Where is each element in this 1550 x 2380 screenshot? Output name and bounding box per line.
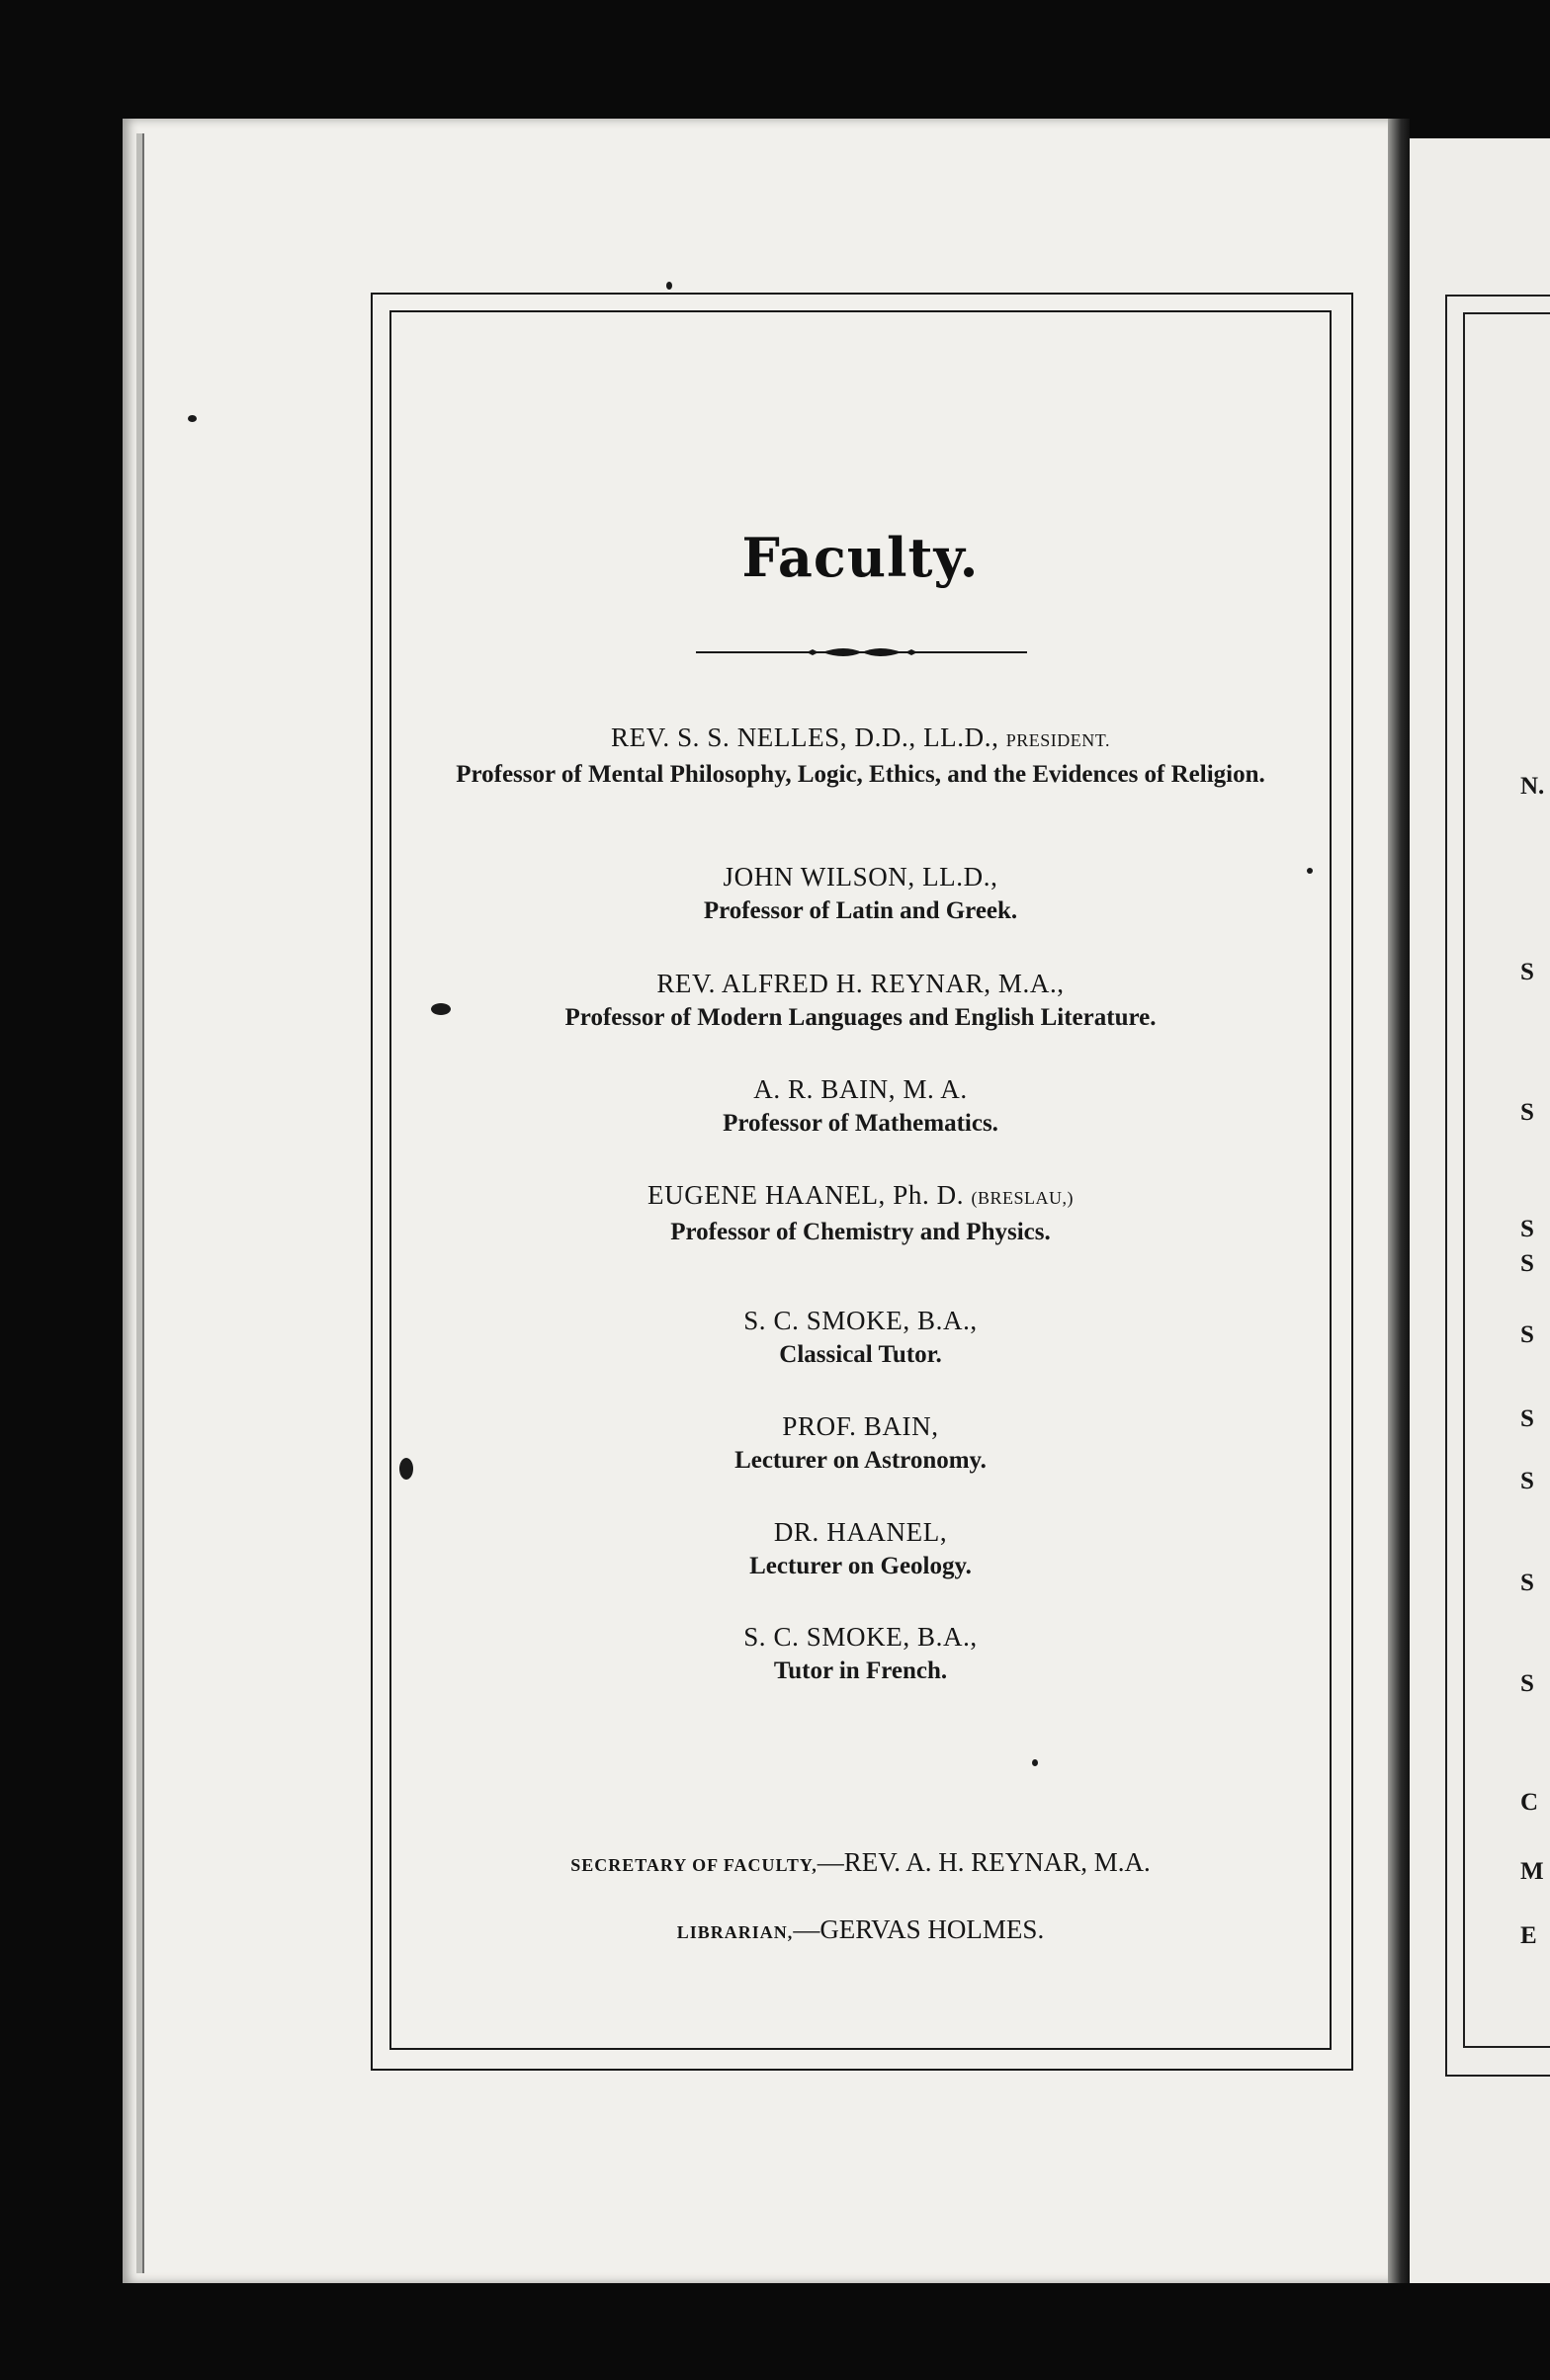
faculty-title: PRESIDENT. [1005, 730, 1110, 750]
facing-page-fragment: E [1520, 1922, 1537, 1949]
scan-speck [666, 282, 672, 290]
facing-page-fragment: S [1520, 1670, 1534, 1697]
faculty-title: (BRESLAU,) [971, 1188, 1074, 1208]
secretary-line [389, 1844, 1332, 1883]
faculty-role: Professor of Chemistry and Physics. [670, 1219, 1051, 1245]
faculty-entry [389, 720, 1332, 791]
faculty-entry [389, 1619, 1332, 1687]
librarian-name: —GERVAS HOLMES. [793, 1914, 1045, 1944]
faculty-role: Lecturer on Astronomy. [734, 1447, 987, 1474]
facing-page-fragment: S [1520, 1216, 1534, 1242]
facing-page-fragment: C [1520, 1789, 1539, 1816]
facing-page-fragment: S [1520, 1570, 1534, 1596]
secretary-label: SECRETARY OF FACULTY, [570, 1855, 818, 1875]
secretary-name: —REV. A. H. REYNAR, M.A. [817, 1847, 1151, 1877]
faculty-entry [389, 1177, 1332, 1248]
faculty-name: REV. S. S. NELLES, D.D., LL.D., [611, 722, 999, 752]
faculty-entry [389, 966, 1332, 1034]
faculty-role: Professor of Mathematics. [723, 1110, 998, 1137]
faculty-role: Professor of Modern Languages and English Literature. [564, 1004, 1157, 1031]
faculty-entry [389, 1514, 1332, 1582]
faculty-entry [389, 1071, 1332, 1140]
faculty-name: S. C. SMOKE, B.A., [743, 1622, 978, 1652]
faculty-role: Tutor in French. [773, 1658, 948, 1684]
faculty-role: Classical Tutor. [779, 1341, 942, 1368]
faculty-role: Professor of Latin and Greek. [703, 897, 1018, 924]
page-edge [136, 133, 144, 2273]
page-title: Faculty. [741, 526, 980, 589]
facing-page-fragment: S [1520, 1099, 1534, 1126]
faculty-name: JOHN WILSON, LL.D., [723, 862, 998, 892]
ornament-divider [696, 643, 1027, 661]
facing-page-fragment: M [1520, 1858, 1544, 1885]
facing-page-fragment: N. [1520, 773, 1545, 800]
faculty-name: A. R. BAIN, M. A. [753, 1074, 968, 1104]
librarian-line [389, 1912, 1332, 1950]
faculty-name: REV. ALFRED H. REYNAR, M.A., [656, 969, 1065, 998]
faculty-entry [389, 859, 1332, 927]
faculty-name: PROF. BAIN, [782, 1411, 939, 1441]
facing-page-fragment: S [1520, 1405, 1534, 1432]
scan-speck [188, 415, 197, 422]
facing-page-fragment: S [1520, 1250, 1534, 1277]
faculty-name: EUGENE HAANEL, Ph. D. [647, 1180, 965, 1210]
faculty-entry [389, 1408, 1332, 1477]
faculty-entry [389, 1303, 1332, 1371]
facing-page-fragment: S [1520, 1321, 1534, 1348]
facing-page-fragment: S [1520, 1468, 1534, 1494]
facing-page-frame-inner [1463, 312, 1550, 2048]
faculty-role: Professor of Mental Philosophy, Logic, Ethics, and the Evidences of Religion. [456, 761, 1265, 788]
facing-page-fragment: S [1520, 959, 1534, 985]
page-gutter [1388, 119, 1410, 2283]
faculty-name: DR. HAANEL, [773, 1517, 948, 1547]
faculty-role: Lecturer on Geology. [749, 1553, 972, 1579]
faculty-name: S. C. SMOKE, B.A., [743, 1306, 978, 1335]
librarian-label: LIBRARIAN, [676, 1922, 794, 1942]
